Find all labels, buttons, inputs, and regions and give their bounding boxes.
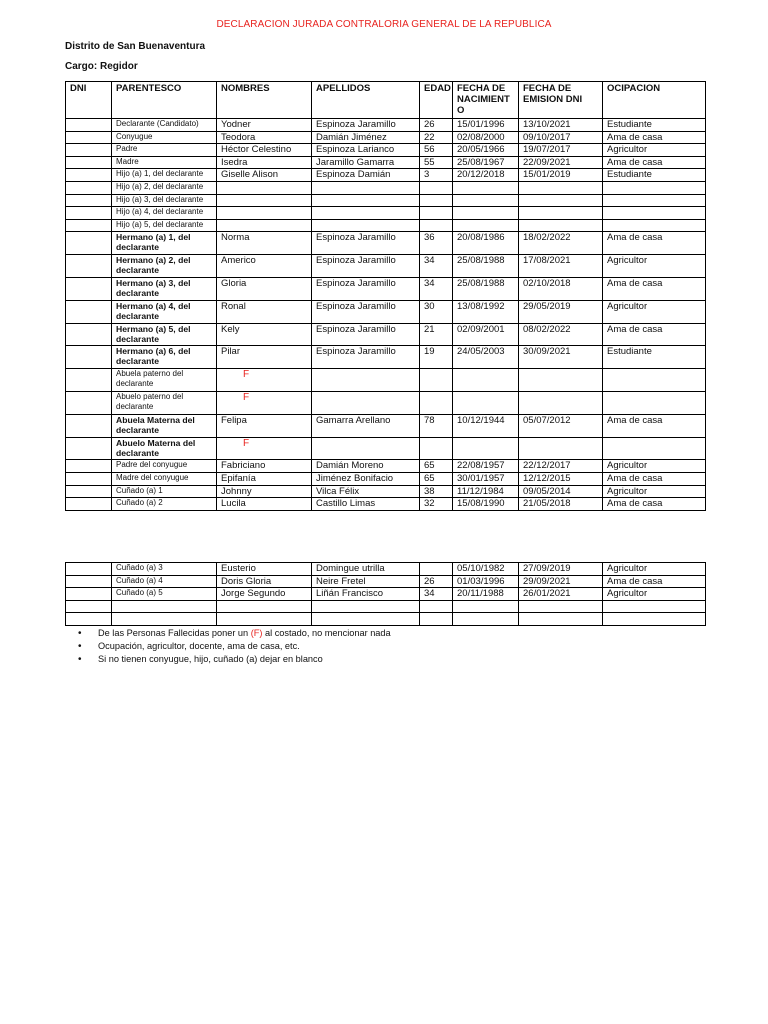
table-row: [66, 255, 706, 278]
cell-edad: [420, 563, 453, 576]
cell-nacimiento: 02/08/2000: [453, 131, 519, 144]
cell-nacimiento: [453, 194, 519, 207]
cell-nacimiento: 24/05/2003: [453, 346, 519, 369]
cell-apellidos: [312, 219, 420, 232]
cell-nombres: Giselle Alison: [217, 169, 312, 182]
cell-edad: 26: [420, 575, 453, 588]
cell-dni: [66, 194, 112, 207]
cell-apellidos: Damián Moreno: [312, 460, 420, 473]
cell-apellidos: Liñán Francisco: [312, 588, 420, 601]
table-row: [66, 588, 706, 601]
table-row: [66, 437, 706, 460]
cell-nacimiento: [453, 207, 519, 220]
cell-dni: [66, 169, 112, 182]
header-edad: EDAD: [420, 82, 453, 119]
cell-ocupacion: Ama de casa: [603, 575, 706, 588]
cell-apellidos: [312, 600, 420, 613]
cell-nombres: F: [217, 369, 312, 392]
cell-parentesco: [112, 600, 217, 613]
cell-apellidos: Jiménez Bonifacio: [312, 472, 420, 485]
table-row: [66, 277, 706, 300]
deceased-mark: (F): [250, 628, 263, 638]
cell-nombres: Americo: [217, 255, 312, 278]
cell-nombres: [217, 181, 312, 194]
cell-nombres: Fabriciano: [217, 460, 312, 473]
cell-dni: [66, 119, 112, 132]
cell-nacimiento: 15/08/1990: [453, 498, 519, 511]
header-nombres: NOMBRES: [217, 82, 312, 119]
cell-dni: [66, 575, 112, 588]
cell-parentesco: Hermano (a) 4, del declarante: [112, 300, 217, 323]
cell-dni: [66, 460, 112, 473]
cell-parentesco: Declarante (Candidato): [112, 119, 217, 132]
table-row: [66, 460, 706, 473]
cell-ocupacion: [603, 613, 706, 626]
cell-parentesco: Hermano (a) 1, del declarante: [112, 232, 217, 255]
cell-nacimiento: 30/01/1957: [453, 472, 519, 485]
cell-edad: [420, 391, 453, 414]
cell-parentesco: Conyugue: [112, 131, 217, 144]
note-deceased: [78, 627, 391, 640]
cell-edad: 32: [420, 498, 453, 511]
cell-edad: [420, 600, 453, 613]
cell-edad: 34: [420, 255, 453, 278]
table-row: [66, 300, 706, 323]
cell-apellidos: Espinoza Jaramillo: [312, 300, 420, 323]
cell-ocupacion: Ama de casa: [603, 472, 706, 485]
cell-emision: 13/10/2021: [519, 119, 603, 132]
cell-nombres: Epifanía: [217, 472, 312, 485]
cell-nombres: Yodner: [217, 119, 312, 132]
cell-dni: [66, 323, 112, 346]
header-ocupacion: OCIPACION: [603, 82, 706, 119]
cell-edad: 65: [420, 460, 453, 473]
cell-apellidos: [312, 369, 420, 392]
cell-dni: [66, 181, 112, 194]
table-row: [66, 369, 706, 392]
table-row: [66, 232, 706, 255]
cell-nombres: F: [217, 437, 312, 460]
cell-parentesco: Abuela paterno del declarante: [112, 369, 217, 392]
cell-emision: [519, 437, 603, 460]
cell-dni: [66, 232, 112, 255]
cell-nombres: [217, 613, 312, 626]
cell-apellidos: Gamarra Arellano: [312, 414, 420, 437]
cell-parentesco: Hermano (a) 2, del declarante: [112, 255, 217, 278]
table-header-row: [66, 82, 706, 119]
cell-emision: [519, 194, 603, 207]
header-fecha-emision: FECHA DE EMISION DNI: [519, 82, 603, 119]
cell-ocupacion: [603, 369, 706, 392]
cell-nombres: Jorge Segundo: [217, 588, 312, 601]
cell-emision: 19/07/2017: [519, 144, 603, 157]
cell-emision: 22/12/2017: [519, 460, 603, 473]
cell-dni: [66, 156, 112, 169]
cell-apellidos: [312, 207, 420, 220]
cell-apellidos: Domingue utrilla: [312, 563, 420, 576]
cell-apellidos: Espinoza Larianco: [312, 144, 420, 157]
cell-parentesco: Hijo (a) 1, del declarante: [112, 169, 217, 182]
cell-apellidos: Espinoza Jaramillo: [312, 323, 420, 346]
cell-emision: [519, 207, 603, 220]
cell-nombres: Doris Gloria: [217, 575, 312, 588]
cell-nombres: [217, 600, 312, 613]
cell-edad: 30: [420, 300, 453, 323]
cell-parentesco: Hijo (a) 2, del declarante: [112, 181, 217, 194]
cell-dni: [66, 219, 112, 232]
table-row: [66, 119, 706, 132]
cell-apellidos: Espinoza Jaramillo: [312, 119, 420, 132]
cell-emision: 17/08/2021: [519, 255, 603, 278]
cell-dni: [66, 613, 112, 626]
cell-nombres: Pilar: [217, 346, 312, 369]
cell-nacimiento: [453, 600, 519, 613]
cell-emision: 15/01/2019: [519, 169, 603, 182]
cell-emision: [519, 391, 603, 414]
cell-apellidos: Damián Jiménez: [312, 131, 420, 144]
cell-edad: 21: [420, 323, 453, 346]
table-row: [66, 472, 706, 485]
distrito-label: Distrito de San Buenaventura: [65, 41, 206, 52]
cell-edad: [420, 369, 453, 392]
cell-emision: [519, 369, 603, 392]
cell-edad: 34: [420, 588, 453, 601]
cell-parentesco: Cuñado (a) 1: [112, 485, 217, 498]
cell-parentesco: Hijo (a) 5, del declarante: [112, 219, 217, 232]
cell-parentesco: Cuñado (a) 4: [112, 575, 217, 588]
cell-edad: [420, 194, 453, 207]
family-table-continued: [65, 562, 706, 626]
cell-nombres: Felipa: [217, 414, 312, 437]
cell-edad: 26: [420, 119, 453, 132]
cell-dni: [66, 563, 112, 576]
cell-dni: [66, 437, 112, 460]
cell-parentesco: [112, 613, 217, 626]
table-row: [66, 144, 706, 157]
cell-ocupacion: Ama de casa: [603, 277, 706, 300]
cell-nombres: Héctor Celestino: [217, 144, 312, 157]
cell-dni: [66, 346, 112, 369]
cell-edad: [420, 207, 453, 220]
cell-parentesco: Abuelo Materna del declarante: [112, 437, 217, 460]
cell-nacimiento: [453, 219, 519, 232]
cell-dni: [66, 485, 112, 498]
cell-dni: [66, 472, 112, 485]
cell-nombres: Johnny: [217, 485, 312, 498]
cell-edad: [420, 613, 453, 626]
cell-ocupacion: Estudiante: [603, 169, 706, 182]
note-blank: • Si no tienen conyugue, hijo, cuñado (a) dejar en blanco: [78, 653, 391, 666]
cell-apellidos: [312, 194, 420, 207]
cell-ocupacion: Ama de casa: [603, 414, 706, 437]
cell-nombres: [217, 194, 312, 207]
cell-dni: [66, 600, 112, 613]
cell-apellidos: Espinoza Damián: [312, 169, 420, 182]
cell-emision: 21/05/2018: [519, 498, 603, 511]
cell-emision: 27/09/2019: [519, 563, 603, 576]
table-row: [66, 600, 706, 613]
cell-edad: 19: [420, 346, 453, 369]
table-row: [66, 346, 706, 369]
cell-ocupacion: Ama de casa: [603, 131, 706, 144]
cell-parentesco: Cuñado (a) 3: [112, 563, 217, 576]
cell-ocupacion: [603, 219, 706, 232]
cell-nombres: Gloria: [217, 277, 312, 300]
cell-edad: 38: [420, 485, 453, 498]
cell-nombres: Norma: [217, 232, 312, 255]
cell-nacimiento: [453, 391, 519, 414]
cell-apellidos: [312, 181, 420, 194]
cell-ocupacion: Agricultor: [603, 588, 706, 601]
document-title: DECLARACION JURADA CONTRALORIA GENERAL DE LA REPUBLICA: [216, 19, 552, 30]
cargo-label: Cargo: Regidor: [65, 61, 138, 72]
cell-dni: [66, 144, 112, 157]
cell-emision: [519, 613, 603, 626]
table-row: [66, 391, 706, 414]
cell-emision: 12/12/2015: [519, 472, 603, 485]
cell-nacimiento: 15/01/1996: [453, 119, 519, 132]
cell-nacimiento: 20/12/2018: [453, 169, 519, 182]
cell-nombres: [217, 207, 312, 220]
cell-dni: [66, 277, 112, 300]
cell-edad: [420, 181, 453, 194]
cell-parentesco: Hermano (a) 3, del declarante: [112, 277, 217, 300]
cell-emision: 26/01/2021: [519, 588, 603, 601]
cell-emision: 29/09/2021: [519, 575, 603, 588]
cell-nacimiento: 22/08/1957: [453, 460, 519, 473]
cell-ocupacion: Agricultor: [603, 460, 706, 473]
cell-dni: [66, 588, 112, 601]
cell-emision: [519, 219, 603, 232]
cell-nacimiento: 05/10/1982: [453, 563, 519, 576]
cell-parentesco: Hermano (a) 6, del declarante: [112, 346, 217, 369]
cell-dni: [66, 498, 112, 511]
header-apellidos: APELLIDOS: [312, 82, 420, 119]
table-row: [66, 323, 706, 346]
cell-ocupacion: [603, 207, 706, 220]
cell-edad: 34: [420, 277, 453, 300]
cell-edad: 56: [420, 144, 453, 157]
cell-emision: 18/02/2022: [519, 232, 603, 255]
cell-apellidos: [312, 437, 420, 460]
cell-nombres: Teodora: [217, 131, 312, 144]
cell-nacimiento: 25/08/1988: [453, 277, 519, 300]
cell-emision: 29/05/2019: [519, 300, 603, 323]
table-row: [66, 414, 706, 437]
cell-nacimiento: 25/08/1988: [453, 255, 519, 278]
header-fecha-nacimiento: FECHA DE NACIMIENTO: [453, 82, 519, 119]
cell-ocupacion: [603, 181, 706, 194]
cell-ocupacion: Agricultor: [603, 485, 706, 498]
cell-nacimiento: 11/12/1984: [453, 485, 519, 498]
note-deceased-text-end: al costado, no mencionar nada: [262, 628, 391, 638]
cell-nacimiento: 20/08/1986: [453, 232, 519, 255]
cell-apellidos: Espinoza Jaramillo: [312, 232, 420, 255]
cell-dni: [66, 414, 112, 437]
table-row: [66, 131, 706, 144]
cell-emision: 09/10/2017: [519, 131, 603, 144]
table-row: [66, 181, 706, 194]
cell-dni: [66, 255, 112, 278]
cell-nombres: Isedra: [217, 156, 312, 169]
table-row: [66, 563, 706, 576]
cell-ocupacion: [603, 194, 706, 207]
cell-parentesco: Madre del conyugue: [112, 472, 217, 485]
cell-apellidos: Vilca Félix: [312, 485, 420, 498]
cell-apellidos: Espinoza Jaramillo: [312, 255, 420, 278]
cell-edad: [420, 437, 453, 460]
cell-dni: [66, 369, 112, 392]
cell-edad: 36: [420, 232, 453, 255]
cell-parentesco: Hermano (a) 5, del declarante: [112, 323, 217, 346]
cell-nombres: Kely: [217, 323, 312, 346]
cell-nombres: Eusterio: [217, 563, 312, 576]
cell-emision: [519, 600, 603, 613]
cell-ocupacion: Agricultor: [603, 144, 706, 157]
cell-apellidos: Espinoza Jaramillo: [312, 346, 420, 369]
cell-edad: 65: [420, 472, 453, 485]
note-deceased-text: De las Personas Fallecidas poner un: [98, 628, 251, 638]
cell-apellidos: Castillo Limas: [312, 498, 420, 511]
instructions-list: [78, 627, 391, 666]
cell-parentesco: Cuñado (a) 2: [112, 498, 217, 511]
cell-nombres: Ronal: [217, 300, 312, 323]
table-row: [66, 169, 706, 182]
cell-ocupacion: Ama de casa: [603, 498, 706, 511]
cell-ocupacion: [603, 391, 706, 414]
table-row: [66, 156, 706, 169]
cell-nombres: Lucila: [217, 498, 312, 511]
cell-nacimiento: 02/09/2001: [453, 323, 519, 346]
cell-nacimiento: 13/08/1992: [453, 300, 519, 323]
cell-edad: [420, 219, 453, 232]
cell-nombres: [217, 219, 312, 232]
cell-emision: 02/10/2018: [519, 277, 603, 300]
cell-parentesco: Abuela Materna del declarante: [112, 414, 217, 437]
cell-nacimiento: [453, 181, 519, 194]
cell-dni: [66, 207, 112, 220]
cell-ocupacion: Ama de casa: [603, 156, 706, 169]
table-row: [66, 485, 706, 498]
cell-nacimiento: 25/08/1967: [453, 156, 519, 169]
cell-nacimiento: [453, 437, 519, 460]
header-dni: DNI: [66, 82, 112, 119]
cell-apellidos: Neire Fretel: [312, 575, 420, 588]
note-occupation: • Ocupación, agricultor, docente, ama de casa, etc.: [78, 640, 391, 653]
cell-nacimiento: 20/11/1988: [453, 588, 519, 601]
cell-apellidos: Jaramillo Gamarra: [312, 156, 420, 169]
cell-emision: 30/09/2021: [519, 346, 603, 369]
cell-edad: 22: [420, 131, 453, 144]
cell-emision: 22/09/2021: [519, 156, 603, 169]
cell-apellidos: Espinoza Jaramillo: [312, 277, 420, 300]
cell-ocupacion: Agricultor: [603, 300, 706, 323]
cell-ocupacion: Ama de casa: [603, 232, 706, 255]
cell-nacimiento: 20/05/1966: [453, 144, 519, 157]
cell-edad: 55: [420, 156, 453, 169]
cell-apellidos: [312, 613, 420, 626]
table-row: [66, 498, 706, 511]
cell-ocupacion: [603, 437, 706, 460]
family-table: [65, 81, 706, 511]
cell-parentesco: Cuñado (a) 5: [112, 588, 217, 601]
cell-emision: [519, 181, 603, 194]
cell-parentesco: Hijo (a) 3, del declarante: [112, 194, 217, 207]
cell-nacimiento: 10/12/1944: [453, 414, 519, 437]
cell-emision: 05/07/2012: [519, 414, 603, 437]
cell-ocupacion: Estudiante: [603, 119, 706, 132]
table-row: [66, 613, 706, 626]
cell-edad: 78: [420, 414, 453, 437]
cell-apellidos: [312, 391, 420, 414]
cell-ocupacion: Agricultor: [603, 563, 706, 576]
cell-emision: 08/02/2022: [519, 323, 603, 346]
cell-ocupacion: [603, 600, 706, 613]
table-row: [66, 207, 706, 220]
cell-dni: [66, 131, 112, 144]
cell-edad: 3: [420, 169, 453, 182]
table-row: [66, 194, 706, 207]
cell-parentesco: Madre: [112, 156, 217, 169]
cell-dni: [66, 391, 112, 414]
cell-nombres: F: [217, 391, 312, 414]
cell-nacimiento: [453, 613, 519, 626]
table-row: [66, 575, 706, 588]
cell-emision: 09/05/2014: [519, 485, 603, 498]
cell-nacimiento: [453, 369, 519, 392]
cell-ocupacion: Ama de casa: [603, 323, 706, 346]
cell-parentesco: Hijo (a) 4, del declarante: [112, 207, 217, 220]
cell-parentesco: Padre: [112, 144, 217, 157]
cell-dni: [66, 300, 112, 323]
cell-parentesco: Abuelo paterno del declarante: [112, 391, 217, 414]
table-row: [66, 219, 706, 232]
cell-nacimiento: 01/03/1996: [453, 575, 519, 588]
cell-ocupacion: Estudiante: [603, 346, 706, 369]
header-parentesco: PARENTESCO: [112, 82, 217, 119]
cell-ocupacion: Agricultor: [603, 255, 706, 278]
cell-parentesco: Padre del conyugue: [112, 460, 217, 473]
